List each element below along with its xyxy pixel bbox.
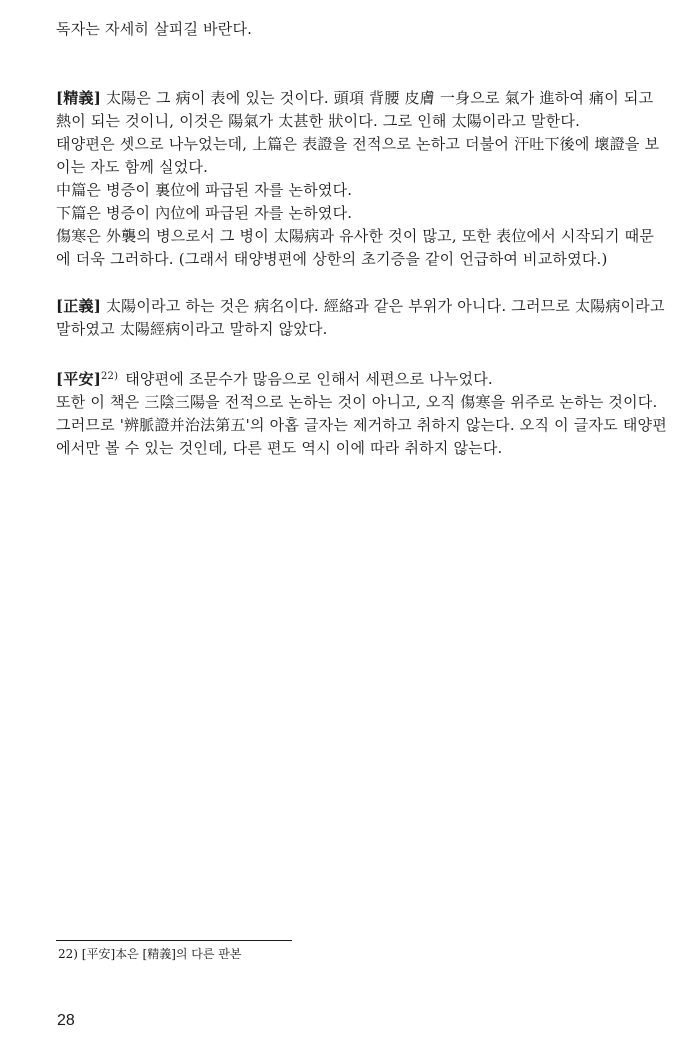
paragraph-jeongui [56,87,668,271]
section-tag: [正義] [56,297,101,315]
footnote-divider [56,940,292,941]
text-line [56,202,668,225]
line-text: 傷寒은 外襲의 병으로서 그 병이 太陽病과 유사한 것이 많고, 또한 表位에서 시작되기 때문에 더욱 그러하다. (그래서 태양병편에 상한의 초기증을 같이 언급하여 비교하였다.) [56,227,655,268]
text-line [56,391,668,414]
line-text: 태양편은 셋으로 나누었는데, 上篇은 表證을 전적으로 논하고 더불어 汗吐下後에 壞證을 보이는 자도 함께 실었다. [56,135,660,176]
footnote-ref: 22) [101,371,119,382]
section-tag: [平安] [56,370,101,388]
paragraph-jeongui-2 [56,295,668,341]
line-text: 또한 이 책은 三陰三陽을 전적으로 논하는 것이 아니고, 오직 傷寒을 위주로 논하는 것이다. [56,393,658,411]
section-tag: [精義] [56,89,101,107]
body-text [56,18,668,484]
footnote: 22) [平安]本은 [精義]의 다른 판본 [58,947,242,961]
line-text: 下篇은 병증이 內位에 파급된 자를 논하였다. [56,204,353,222]
line-text: 그러므로 '辨脈證并治法第五'의 아홉 글자는 제거하고 취하지 않는다. 오직 이 글자도 태양편에서만 볼 수 있는 것인데, 다른 편도 역시 이에 따라 취하지 않는다. [56,416,667,457]
paragraph-pyeongan [56,365,668,460]
page-number: 28 [57,1012,75,1029]
text-line [56,295,668,341]
line-text: 太陽이라고 하는 것은 病名이다. 經絡과 같은 부위가 아니다. 그러므로 太陽病이라고 말하였고 太陽經病이라고 말하지 않았다. [56,297,665,338]
text-line [56,414,668,460]
text-line [56,133,668,179]
line-text: 태양편에 조문수가 많음으로 인해서 세편으로 나누었다. [120,370,493,388]
intro-line: 독자는 자세히 살피길 바란다. [56,20,253,38]
text-line [56,87,668,133]
text-line [56,179,668,202]
line-text: 中篇은 병증이 裏位에 파급된 자를 논하였다. [56,181,353,199]
text-line [56,225,668,271]
line-text: 太陽은 그 病이 表에 있는 것이다. 頭項 背腰 皮膚 一身으로 氣가 進하여 痛이 되고 熱이 되는 것이니, 이것은 陽氣가 太甚한 狀이다. 그로 인해 太陽이라고 말한다. [56,89,654,130]
text-line [56,365,668,391]
